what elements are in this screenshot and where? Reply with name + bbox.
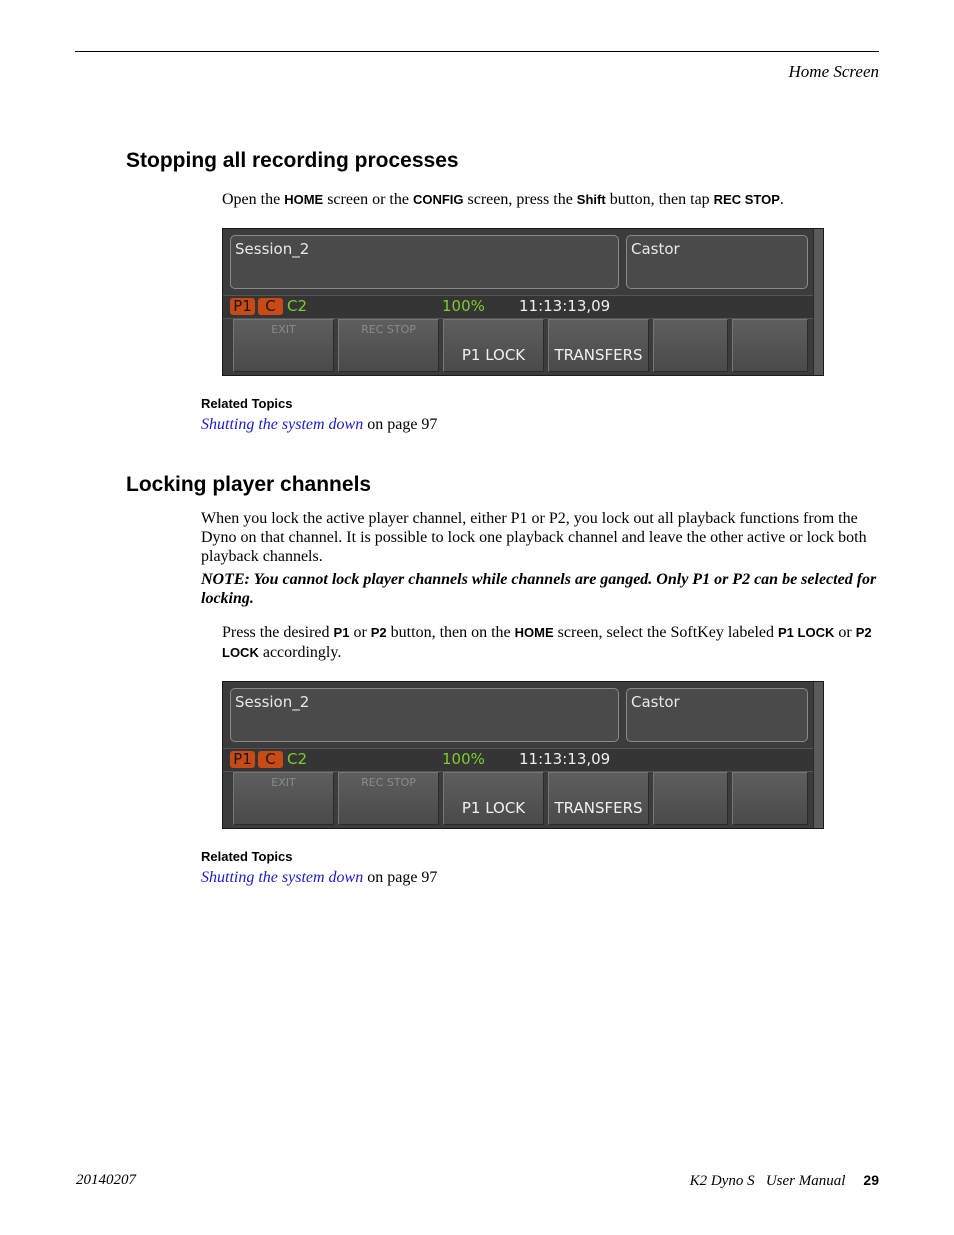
server-name: Castor xyxy=(631,693,680,711)
softkey-p1-lock: P1 LOCK xyxy=(443,772,544,825)
channel-chip-p1: P1 xyxy=(230,751,255,768)
softkey-exit: EXIT xyxy=(233,772,334,825)
server-name: Castor xyxy=(631,240,680,258)
softkey-blank-5 xyxy=(653,772,728,825)
footer-manual-title: K2 Dyno S User Manual xyxy=(689,1173,846,1189)
channel-c2: C2 xyxy=(287,750,308,768)
home-screen-capture-2 xyxy=(222,681,824,829)
locking-paragraph: When you lock the active player channel, either P1 or P2, you lock out all playback functions from the Dyno on that channel. It is possible to lock one playback channel and leave the other active or lock both playback channels. xyxy=(201,510,867,565)
screen-scrollbar xyxy=(813,682,823,828)
channel-c2: C2 xyxy=(287,297,308,315)
footer-date: 20140207 xyxy=(76,1172,136,1188)
timecode-readout: 11:13:13,09 xyxy=(519,297,611,315)
section-heading-stopping: Stopping all recording processes xyxy=(126,149,459,172)
channel-chip-c: C xyxy=(258,298,283,315)
ui-term-config: CONFIG xyxy=(412,192,464,207)
channel-chip-c: C xyxy=(258,751,283,768)
ui-term-p2: P2 xyxy=(370,625,387,640)
softkey-blank-6 xyxy=(732,772,808,825)
ui-term-home-2: HOME xyxy=(514,625,554,640)
link-shutting-down-2[interactable]: Shutting the system down xyxy=(201,869,364,886)
ui-term-p1-lock: P1 LOCK xyxy=(778,625,835,640)
server-name-panel xyxy=(626,688,808,742)
ui-term-p1: P1 xyxy=(333,625,350,640)
session-name: Session_2 xyxy=(235,240,310,258)
step-lock-channel: Press the desired P1 or P2 button, then on the HOME screen, select the SoftKey labeled P1 LOCK or P2 LOCK accordingly. xyxy=(222,624,872,661)
softkey-rec-stop: REC STOP xyxy=(338,772,439,825)
status-bar xyxy=(223,748,815,772)
ui-term-shift: Shift xyxy=(576,192,606,207)
home-screen-capture-1 xyxy=(222,228,824,376)
ui-term-rec-stop: REC STOP xyxy=(713,192,780,207)
page-number: 29 xyxy=(863,1172,879,1188)
section-heading-locking: Locking player channels xyxy=(126,473,372,496)
session-name-panel xyxy=(230,235,619,289)
server-name-panel xyxy=(626,235,808,289)
link-shutting-down-1[interactable]: Shutting the system down xyxy=(201,416,364,433)
softkey-transfers: TRANSFERS xyxy=(548,772,649,825)
screen-scrollbar xyxy=(813,229,823,375)
softkey-blank-5 xyxy=(653,319,728,372)
session-name-panel xyxy=(230,688,619,742)
status-bar xyxy=(223,295,815,319)
step-stop-recording: Open the HOME screen or the CONFIG screen, press the Shift button, then tap REC STOP. xyxy=(222,191,784,208)
related-topics-heading-2: Related Topics xyxy=(201,849,293,864)
timecode-readout: 11:13:13,09 xyxy=(519,750,611,768)
header-rule xyxy=(75,51,879,52)
related-topics-heading-1: Related Topics xyxy=(201,396,293,411)
related-topic-1: Shutting the system down on page 97 xyxy=(201,416,438,433)
softkey-rec-stop: REC STOP xyxy=(338,319,439,372)
softkey-transfers: TRANSFERS xyxy=(548,319,649,372)
percent-readout: 100% xyxy=(442,750,485,768)
softkey-p1-lock: P1 LOCK xyxy=(443,319,544,372)
channel-chip-p1: P1 xyxy=(230,298,255,315)
running-title: Home Screen xyxy=(788,62,879,81)
session-name: Session_2 xyxy=(235,693,310,711)
softkey-blank-6 xyxy=(732,319,808,372)
percent-readout: 100% xyxy=(442,297,485,315)
footer-title-block xyxy=(690,1172,879,1190)
note-ganged: NOTE: You cannot lock player channels while channels are ganged. Only P1 or P2 can be selected for locking. xyxy=(201,571,877,607)
related-topic-2: Shutting the system down on page 97 xyxy=(201,869,438,886)
ui-term-p2-lock: P2 LOCK xyxy=(222,625,872,660)
ui-term-home: HOME xyxy=(284,192,324,207)
softkey-exit: EXIT xyxy=(233,319,334,372)
